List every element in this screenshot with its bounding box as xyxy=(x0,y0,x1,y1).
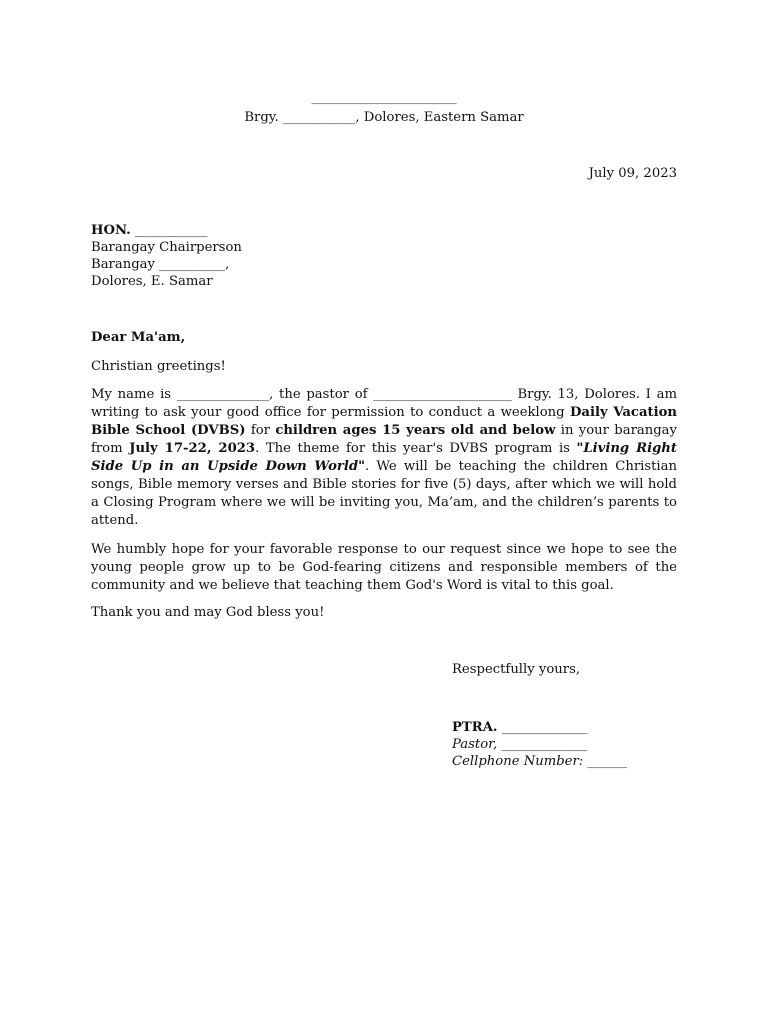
thanks-line: Thank you and may God bless you! xyxy=(91,605,325,620)
paragraph-text: . We will be teaching the children Christian songs, Bible memory verses and Bible stories for five (5) days, after which we will hold a Closing Program where we will be inviting you, Ma’am, and the children’s parents to attend. xyxy=(91,459,677,528)
recipient-title: Barangay Chairperson xyxy=(91,240,242,255)
church-address-line: Brgy. ___________, Dolores, Eastern Samar xyxy=(244,110,524,125)
recipient-barangay: Barangay __________, xyxy=(91,257,230,272)
recipient-address-block xyxy=(91,222,242,290)
letter-date: July 09, 2023 xyxy=(588,166,677,181)
recipient-name-blank: ___________ xyxy=(130,223,208,238)
paragraph-text: . The theme for this year's DVBS program is xyxy=(255,441,577,456)
recipient-name xyxy=(91,222,242,239)
signatory-blank: _____________ xyxy=(497,720,588,735)
church-name-line: ______________________ xyxy=(311,90,457,105)
age-group: children ages 15 years old and below xyxy=(275,423,556,438)
paragraph-text: for xyxy=(245,423,276,438)
recipient-name-prefix: HON. xyxy=(91,223,131,238)
paragraph-text: My name is ______________, the pastor of _____________________ Brgy. 13, Dolores. I am writing to ask your good office for permission to conduct a weeklong xyxy=(91,387,677,420)
signatory-name xyxy=(452,719,627,736)
greeting: Christian greetings! xyxy=(91,359,226,374)
signature-block xyxy=(452,719,627,770)
signatory-cellphone: Cellphone Number: ______ xyxy=(452,754,627,769)
program-name: Daily Vacation Bible School (DVBS) xyxy=(91,405,677,438)
recipient-town: Dolores, E. Samar xyxy=(91,274,213,289)
signatory-prefix: PTRA. xyxy=(452,720,498,735)
salutation: Dear Ma'am, xyxy=(91,330,186,345)
body-paragraph-request xyxy=(91,386,677,530)
body-paragraph-hope: We humbly hope for your favorable response to our request since we hope to see the young people grow up to be God-fearing citizens and responsible members of the community and we believe that teaching them God's Word is vital to this goal. xyxy=(91,542,677,593)
program-dates: July 17-22, 2023 xyxy=(129,441,256,456)
signatory-role: Pastor, _____________ xyxy=(452,737,588,752)
paragraph-text: in your barangay from xyxy=(91,423,677,456)
program-theme: "Living Right Side Up in an Upside Down World" xyxy=(91,441,677,474)
complimentary-close: Respectfully yours, xyxy=(452,662,581,677)
